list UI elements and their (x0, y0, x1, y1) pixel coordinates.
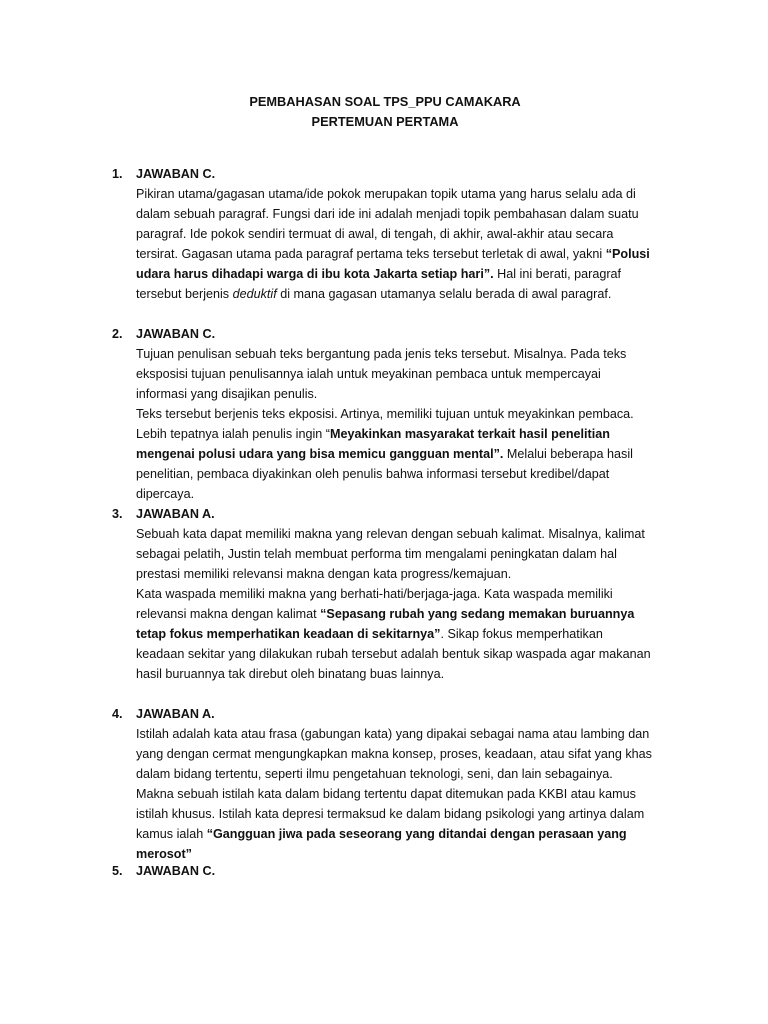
answer-item-3 (112, 504, 652, 684)
explanation-paragraph: Istilah adalah kata atau frasa (gabungan kata) yang dipakai sebagai nama atau lambing dan yang dengan cermat mengungkapkan makna konsep, proses, keadaan, atau sifat yang khas dalam bidang tertentu, seperti ilmu pengetahuan teknologi, seni, dan lain sebagainya. (136, 727, 652, 781)
explanation-text: Hal ini berati, paragraf tersebut berjenis (136, 267, 622, 301)
main-idea-quote: “Polusi udara harus dihadapi warga di ibu kota Jakarta setiap hari”. (136, 247, 650, 281)
answer-label: JAWABAN A. (136, 507, 215, 521)
explanation-text: di mana gagasan utamanya selalu berada di awal paragraf. (276, 287, 612, 301)
answer-item-2 (112, 324, 652, 504)
item-number: 4. (112, 707, 123, 721)
explanation-paragraph: Sebuah kata dapat memiliki makna yang relevan dengan sebuah kalimat. Misalnya, kalimat sebagai pelatih, Justin telah membuat performa tim mengalami peningkatan dalam hal prestasi memiliki relevansi makna dengan kata progress/kemajuan. (136, 527, 645, 581)
explanation-paragraph: Tujuan penulisan sebuah teks bergantung pada jenis teks tersebut. Misalnya. Pada teks eksposisi tujuan penulisannya ialah untuk meyakinan pembaca untuk mempercayai informasi yang disajikan penulis. (136, 347, 627, 401)
item-number: 3. (112, 507, 123, 521)
explanation-paragraph (136, 184, 652, 304)
explanation-paragraph (136, 784, 652, 864)
item-body (136, 504, 652, 684)
item-number: 5. (112, 864, 123, 878)
item-body (136, 704, 652, 864)
explanation-text: . Sikap fokus memperhatikan keadaan sekitar yang dilakukan rubah tersebut adalah bentuk sikap waspada agar makanan hasil buruannya tak direbut oleh binatang buas lainnya. (136, 627, 651, 681)
item-number: 2. (112, 327, 123, 341)
item-body (136, 164, 652, 304)
title-line-1: PEMBAHASAN SOAL TPS_PPU CAMAKARA (249, 94, 521, 109)
sentence-quote: “Sepasang rubah yang sedang memakan buruannya tetap fokus memperhatikan keadaan di sekitarnya” (136, 607, 635, 641)
answer-item-1 (112, 164, 652, 304)
document-title (0, 92, 768, 132)
item-body (136, 324, 652, 504)
definition-quote: “Gangguan jiwa pada seseorang yang ditandai dengan perasaan yang merosot” (136, 827, 627, 861)
item-body (136, 861, 652, 881)
purpose-quote: Meyakinkan masyarakat terkait hasil penelitian mengenai polusi udara yang bisa memicu gangguan mental”. (136, 427, 610, 461)
explanation-text: Makna sebuah istilah kata dalam bidang tertentu dapat ditemukan pada KKBI atau kamus istilah khusus. Istilah kata depresi termaksud ke dalam bidang psikologi yang artinya dalam kamus ialah (136, 787, 645, 841)
answer-label: JAWABAN C. (136, 864, 216, 878)
answer-label: JAWABAN C. (136, 167, 216, 181)
explanation-text: Melalui beberapa hasil penelitian, pembaca diyakinkan oleh penulis bahwa informasi tersebut kredibel/dapat dipercaya. (136, 447, 633, 501)
answer-label: JAWABAN A. (136, 707, 215, 721)
explanation-text: Teks tersebut berjenis teks ekposisi. Artinya, memiliki tujuan untuk meyakinkan pembaca. Lebih tepatnya ialah penulis ingin “ (136, 407, 634, 441)
explanation-paragraph (136, 404, 652, 504)
title-line-2: PERTEMUAN PERTAMA (311, 114, 459, 129)
answer-label: JAWABAN C. (136, 327, 216, 341)
answer-item-4 (112, 704, 652, 864)
answer-item-5 (112, 861, 652, 881)
explanation-text: Pikiran utama/gagasan utama/ide pokok merupakan topik utama yang harus selalu ada di dalam sebuah paragraf. Fungsi dari ide ini adalah menjadi topik pembahasan dalam suatu paragraf. Ide pokok sendiri termuat di awal, di tengah, di akhir, awal-akhir atau secara tersirat. Gagasan utama pada paragraf pertama teks tersebut terletak di awal, yakni (136, 187, 639, 261)
term-deduktif: deduktif (232, 287, 277, 301)
explanation-paragraph (136, 584, 652, 684)
item-number: 1. (112, 167, 123, 181)
explanation-text: Kata waspada memiliki makna yang berhati-hati/berjaga-jaga. Kata waspada memiliki relevansi makna dengan kalimat (136, 587, 613, 621)
